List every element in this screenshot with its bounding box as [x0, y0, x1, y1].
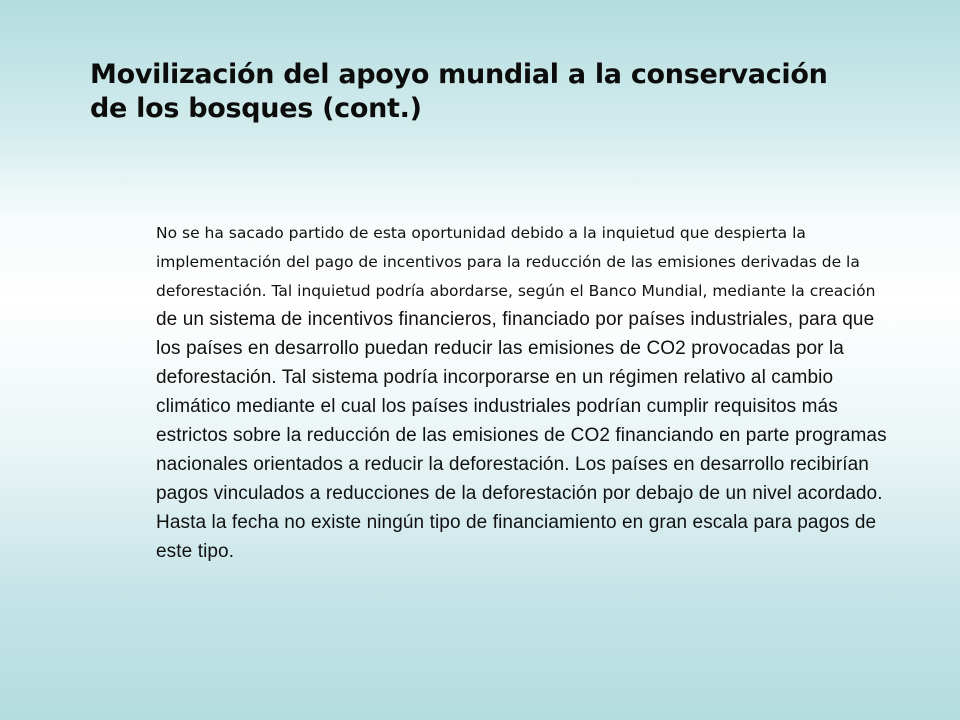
- slide-title-line-2: de los bosques (cont.): [90, 93, 422, 124]
- slide-body: [156, 218, 896, 566]
- body-intro-span: No se ha sacado partido de esta oportunidad debido a la inquietud que despierta la implementación del pago de incentivos para la reducción de las emisiones derivadas de la deforestación. Tal inquietud podría abordarse, según el Banco Mundial, mediante la creación: [156, 224, 876, 300]
- body-paragraph: [156, 218, 896, 566]
- body-main-text: de un sistema de incentivos financieros, financiado por países industriales, para que los países en desarrollo puedan reducir las emisiones de CO2 provocadas por la deforestación. Tal sistema podría incorporarse en un régimen relativo al cambio climático mediante el cual los países industriales podrían cumplir requisitos más estrictos sobre la reducción de las emisiones de CO2 financiando en parte programas nacionales orientados a reducir la deforestación. Los países en desarrollo recibirían pagos vinculados a reducciones de la deforestación por debajo de un nivel acordado. Hasta la fecha no existe ningún tipo de financiamiento en gran escala para pagos de este tipo.: [156, 309, 887, 562]
- body-intro-text: [156, 223, 875, 300]
- slide-title-line-1: Movilización del apoyo mundial a la conservación: [90, 59, 828, 90]
- slide-title: [90, 58, 910, 126]
